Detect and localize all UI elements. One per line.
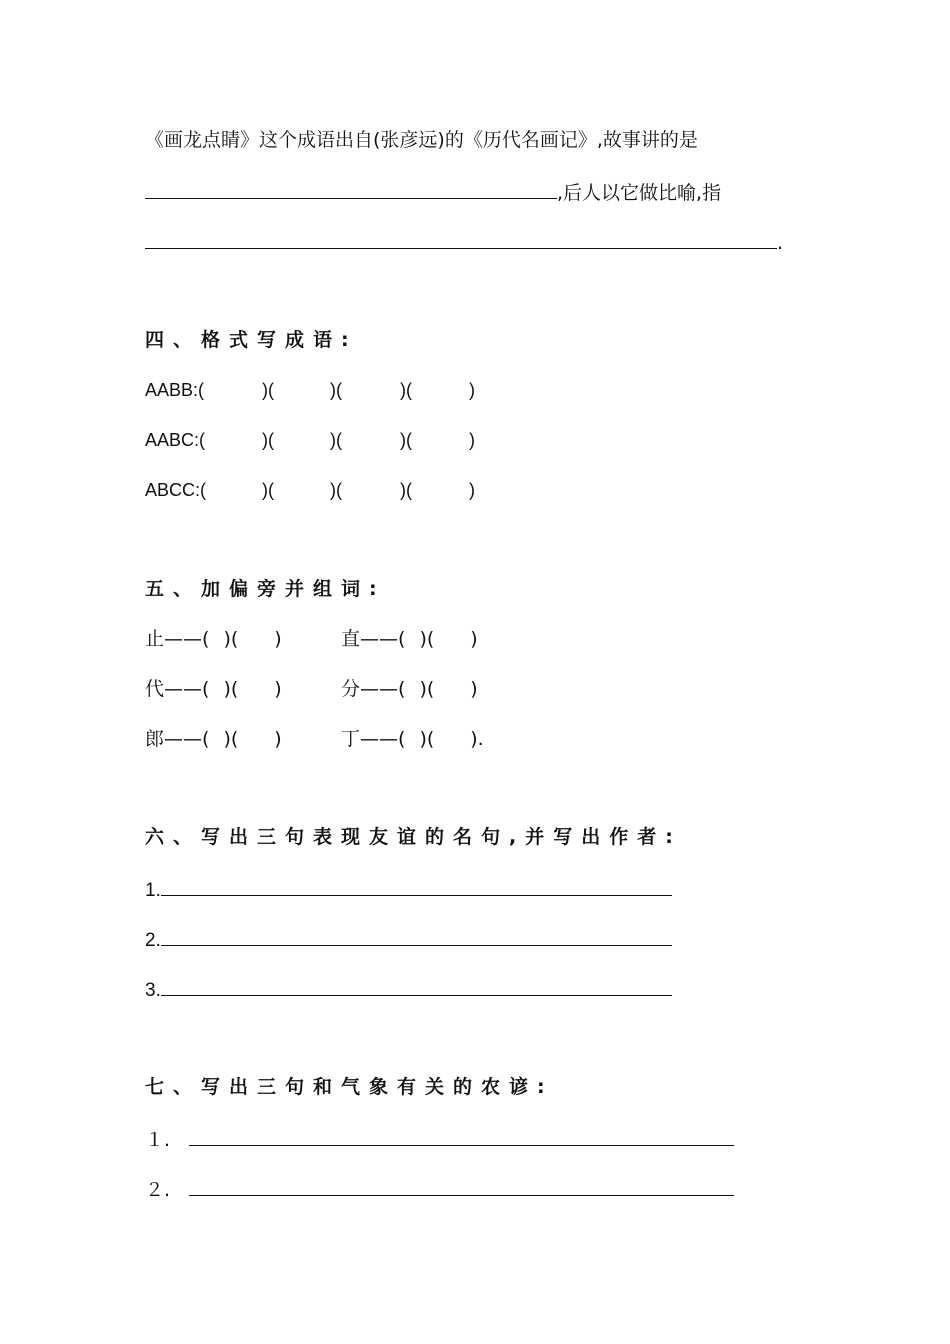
section-5-heading: 五、加偏旁并组词: xyxy=(145,578,386,600)
quote-answer-2 xyxy=(145,925,672,953)
idiom-question-line2-text: ,后人以它做比喻,指 xyxy=(557,182,722,204)
open-paren: ( xyxy=(202,628,210,650)
radical-char: 郎 xyxy=(145,728,165,750)
pattern-close: ) xyxy=(469,380,475,400)
pattern-sep: )( xyxy=(262,430,274,450)
close-paren: ) xyxy=(470,628,478,650)
radical-item-lang xyxy=(145,727,282,751)
radical-item-zhi2 xyxy=(341,627,478,651)
quote-answer-3 xyxy=(145,975,672,1003)
pattern-sep: )( xyxy=(400,430,412,450)
pattern-sep: )( xyxy=(400,380,412,400)
radical-item-zhi xyxy=(145,627,282,651)
mid-paren: )( xyxy=(419,728,435,750)
idiom-question-line1: 《画龙点睛》这个成语出自(张彦远)的《历代名画记》,故事讲的是 xyxy=(145,129,698,151)
item-number: 2. xyxy=(145,930,161,951)
close-paren: ). xyxy=(470,728,484,750)
radical-item-ding xyxy=(341,727,484,751)
radical-item-dai xyxy=(145,677,282,701)
answer-blank[interactable] xyxy=(189,1125,734,1146)
pattern-sep: )( xyxy=(330,480,342,500)
radical-char: 丁 xyxy=(341,728,361,750)
radical-char: 止 xyxy=(145,628,165,650)
pattern-label: AABB:( xyxy=(145,380,205,400)
answer-blank-meaning[interactable] xyxy=(145,228,777,249)
item-number: ２. xyxy=(145,1179,171,1201)
mid-paren: )( xyxy=(419,678,435,700)
dash: —— xyxy=(164,728,203,750)
close-paren: ) xyxy=(470,678,478,700)
close-paren: ) xyxy=(274,728,282,750)
open-paren: ( xyxy=(398,728,406,750)
answer-blank[interactable] xyxy=(189,1175,734,1196)
pattern-sep: )( xyxy=(400,480,412,500)
item-number: 3. xyxy=(145,980,161,1001)
mid-paren: )( xyxy=(223,678,239,700)
section-6-heading: 六、写出三句表现友谊的名句,并写出作者: xyxy=(145,826,682,848)
pattern-sep: )( xyxy=(262,480,274,500)
radical-item-fen xyxy=(341,677,478,701)
proverb-answer-1 xyxy=(145,1125,734,1152)
radical-char: 直 xyxy=(341,628,361,650)
close-paren: ) xyxy=(274,628,282,650)
pattern-label: AABC:( xyxy=(145,430,206,450)
dash: —— xyxy=(164,678,203,700)
item-number: １. xyxy=(145,1129,171,1151)
idiom-question-line3 xyxy=(145,228,783,255)
pattern-sep: )( xyxy=(330,430,342,450)
radical-char: 代 xyxy=(145,678,165,700)
mid-paren: )( xyxy=(223,628,239,650)
answer-blank[interactable] xyxy=(161,925,672,946)
dash: —— xyxy=(360,728,399,750)
open-paren: ( xyxy=(398,678,406,700)
item-number: 1. xyxy=(145,880,161,901)
idiom-question-line3-text: . xyxy=(777,232,784,254)
pattern-close: ) xyxy=(469,480,475,500)
answer-blank[interactable] xyxy=(161,975,672,996)
pattern-close: ) xyxy=(469,430,475,450)
quote-answer-1 xyxy=(145,875,672,903)
idiom-question-line2 xyxy=(145,178,721,205)
close-paren: ) xyxy=(274,678,282,700)
dash: —— xyxy=(360,678,399,700)
radical-char: 分 xyxy=(341,678,361,700)
dash: —— xyxy=(164,628,203,650)
pattern-label: ABCC:( xyxy=(145,480,207,500)
dash: —— xyxy=(360,628,399,650)
proverb-answer-2 xyxy=(145,1175,734,1202)
mid-paren: )( xyxy=(223,728,239,750)
section-7-heading: 七、写出三句和气象有关的农谚: xyxy=(145,1076,554,1098)
answer-blank[interactable] xyxy=(161,875,672,896)
pattern-sep: )( xyxy=(262,380,274,400)
open-paren: ( xyxy=(202,678,210,700)
open-paren: ( xyxy=(398,628,406,650)
mid-paren: )( xyxy=(419,628,435,650)
answer-blank-story[interactable] xyxy=(145,178,557,199)
pattern-sep: )( xyxy=(330,380,342,400)
section-4-heading: 四、格式写成语: xyxy=(145,329,358,351)
open-paren: ( xyxy=(202,728,210,750)
